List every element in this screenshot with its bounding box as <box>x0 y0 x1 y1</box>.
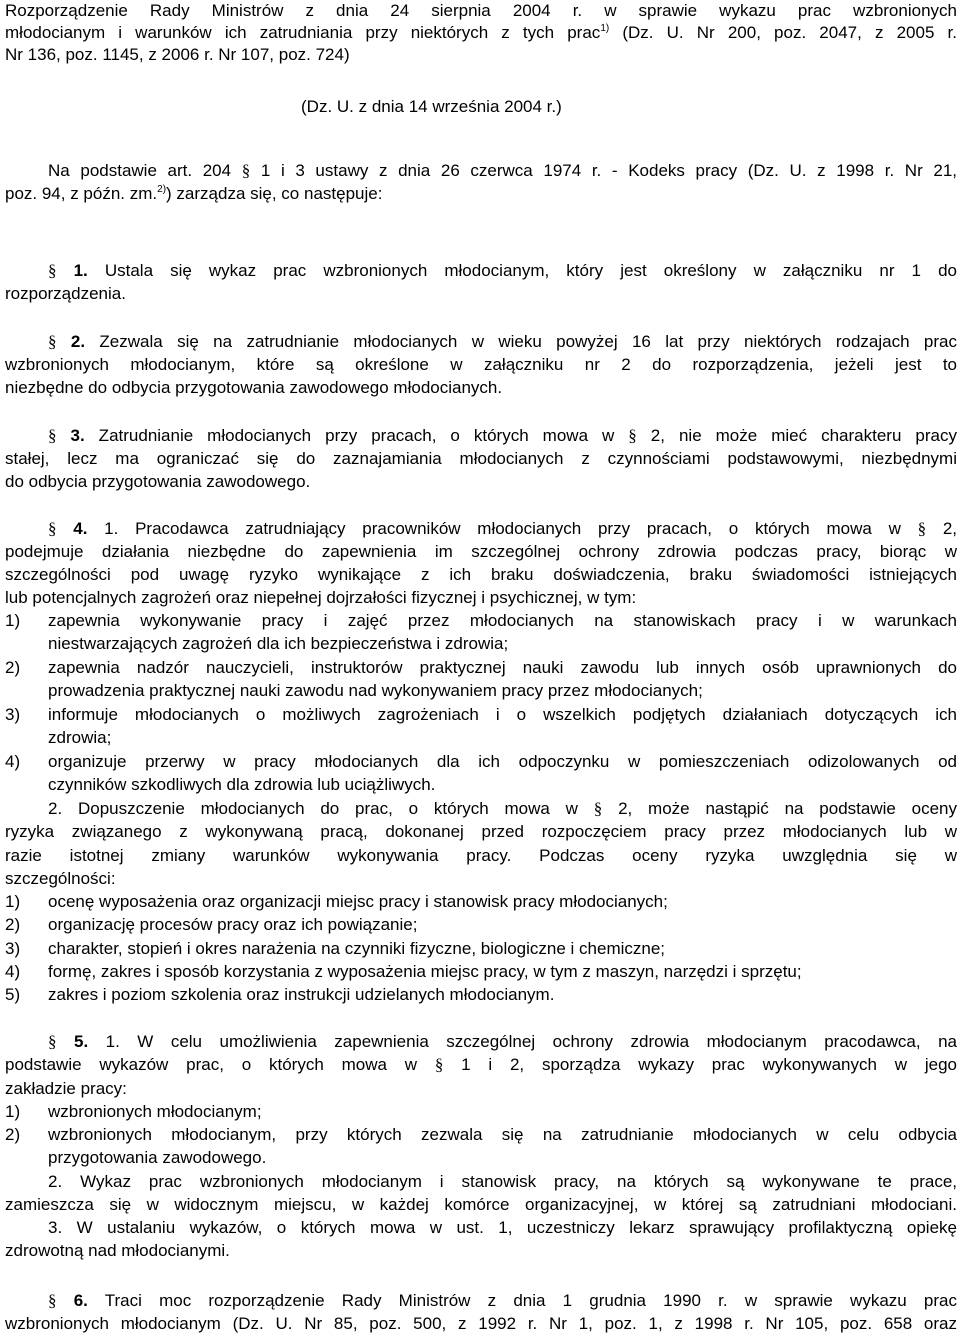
section-4-line-3 <box>5 564 957 586</box>
section-5-sub-2-line-1 <box>48 1171 957 1193</box>
list-item-continuation <box>48 633 957 655</box>
section-3-line-1 <box>48 425 957 447</box>
list-item-continuation <box>48 1147 957 1169</box>
list-item <box>5 657 957 679</box>
section-3-line-2 <box>5 448 957 470</box>
list-item <box>5 610 957 632</box>
section-text: wzbronionych młodocianym (Dz. U. Nr 85, poz. 500, z 1992 r. Nr 1, poz. 1, z 1998 r. Nr 105, poz. 658 oraz <box>5 1314 957 1333</box>
title-line-3 <box>5 44 957 66</box>
section-text: 1. W celu umożliwienia zapewnienia szczególnej ochrony zdrowia młodocianym pracodawca, na <box>88 1032 957 1051</box>
section-4-sub-2-line-2 <box>5 821 957 843</box>
publication-date-text: (Dz. U. z dnia 14 września 2004 r.) <box>301 97 562 116</box>
paragraph-symbol: § <box>241 161 251 180</box>
paragraph-symbol: § <box>628 426 637 445</box>
preamble-line-2 <box>5 183 957 205</box>
list-item-continuation <box>48 680 957 702</box>
section-5-sub-3-line-1 <box>48 1217 957 1239</box>
list-item <box>5 891 957 913</box>
section-2-line-2 <box>5 354 957 376</box>
list-item-number: 4) <box>5 752 21 771</box>
list-item-text: zapewnia nadzór nauczycieli, instruktorów praktycznej nauki zawodu lub innych osób uprawnionych do <box>48 658 957 677</box>
list-item-text: przygotowania zawodowego. <box>48 1148 267 1167</box>
list-item <box>5 984 957 1006</box>
section-number: 5. <box>73 1032 89 1051</box>
list-item-number: 3) <box>5 705 21 724</box>
section-5-line-2 <box>5 1054 957 1076</box>
list-item-text: formę, zakres i sposób korzystania z wyposażenia miejsc pracy, w tym z maszyn, narzędzi i sprzętu; <box>48 962 802 981</box>
section-text: 2. Dopuszczenie młodocianych do prac, o których mowa w <box>48 799 594 818</box>
list-item <box>5 1101 957 1123</box>
section-2-line-3 <box>5 377 957 399</box>
list-item <box>5 704 957 726</box>
list-item-number: 2) <box>5 915 21 934</box>
section-4-sub-2-line-4 <box>5 868 957 890</box>
section-text: razie istotnej zmiany warunków wykonywania pracy. Podczas oceny ryzyka uwzględnia się w <box>5 846 957 865</box>
section-text: Zatrudnianie młodocianych przy pracach, o których mowa w <box>84 426 629 445</box>
section-5-sub-3-line-2 <box>5 1240 957 1262</box>
section-text: Zezwala się na zatrudnianie młodocianych w wieku powyżej 16 lat przy niektórych rodzajach prac <box>85 332 957 351</box>
list-item-text: zdrowia; <box>48 728 112 747</box>
section-text: szczególności pod uwagę ryzyko wynikające z ich braku doświadczenia, braku świadomości istniejących <box>5 565 957 584</box>
list-item-text: prowadzenia praktycznej nauki zawodu nad wykonywaniem pracy przez młodocianych; <box>48 681 703 700</box>
list-item-number: 2) <box>5 1125 21 1144</box>
section-1-line-1 <box>48 260 957 282</box>
list-item-text: niestwarzających zagrożeń dla ich bezpieczeństwa i zdrowia; <box>48 634 509 653</box>
section-5-line-3 <box>5 1078 957 1100</box>
preamble-text: 1 i 3 ustawy z dnia 26 czerwca 1974 r. - Kodeks pracy (Dz. U. z 1998 r. Nr 21, <box>250 161 957 180</box>
section-number: 6. <box>73 1291 88 1310</box>
section-text: niezbędne do odbycia przygotowania zawodowego młodocianych. <box>5 378 503 397</box>
publication-date <box>301 96 562 118</box>
paragraph-symbol: § <box>48 261 57 280</box>
section-number: 1. <box>73 261 88 280</box>
list-item-number: 1) <box>5 892 21 911</box>
section-text: 2. Wykaz prac wzbronionych młodocianym i stanowisk pracy, na których są wykonywane te prace, <box>48 1172 957 1191</box>
preamble-line-1 <box>48 160 957 182</box>
section-text: podstawie wykazów prac, o których mowa w <box>5 1055 435 1074</box>
list-item-text: charakter, stopień i okres narażenia na czynniki fizyczne, biologiczne i chemiczne; <box>48 939 666 958</box>
section-6-line-1 <box>48 1290 957 1312</box>
section-4-line-4 <box>5 587 957 609</box>
list-item-continuation <box>48 727 957 749</box>
list-item-continuation <box>48 774 957 796</box>
list-item-number: 1) <box>5 611 21 630</box>
paragraph-symbol: § <box>593 799 603 818</box>
section-4-line-2 <box>5 541 957 563</box>
list-item <box>5 1124 957 1146</box>
section-4-line-1 <box>48 518 957 540</box>
section-number: 3. <box>70 426 85 445</box>
section-6-line-2 <box>5 1313 957 1335</box>
title-text: Nr 136, poz. 1145, z 2006 r. Nr 107, poz. 724) <box>5 45 350 64</box>
preamble-text: Na podstawie art. 204 <box>48 161 242 180</box>
section-text: wzbronionych młodocianym, które są określone w załączniku nr 2 do rozporządzenia, jeżeli jest to <box>5 355 957 374</box>
list-item-number: 2) <box>5 658 21 677</box>
list-item-number: 5) <box>5 985 21 1004</box>
paragraph-symbol: § <box>434 1055 444 1074</box>
section-text: Traci moc rozporządzenie Rady Ministrów z dnia 1 grudnia 1990 r. w sprawie wykazu prac <box>87 1291 957 1310</box>
title-text: młodocianym i warunków ich zatrudniania przy niektórych z tych prac <box>5 23 601 42</box>
section-text: 1 i 2, sporządza wykazy prac wykonywanych w jego <box>443 1055 957 1074</box>
paragraph-symbol: § <box>48 519 57 538</box>
list-item-number: 1) <box>5 1102 21 1121</box>
section-3-line-3 <box>5 471 957 493</box>
section-4-sub-2-line-1 <box>48 798 957 820</box>
list-item-text: wzbronionych młodocianym; <box>48 1102 262 1121</box>
list-item-text: czynników szkodliwych dla zdrowia lub uciążliwych. <box>48 775 436 794</box>
section-5-line-1 <box>48 1031 957 1053</box>
section-4-sub-2-line-3 <box>5 845 957 867</box>
title-text: Rozporządzenie Rady Ministrów z dnia 24 sierpnia 2004 r. w sprawie wykazu prac wzbronionych <box>5 1 957 20</box>
section-number: 4. <box>73 519 88 538</box>
section-text: lub potencjalnych zagrożeń oraz niepełnej dojrzałości fizycznej i psychicznej, w tym: <box>5 588 637 607</box>
list-item-text: wzbronionych młodocianym, przy których zezwala się na zatrudnianie młodocianych w celu odbycia <box>48 1125 957 1144</box>
list-item <box>5 938 957 960</box>
list-item-text: ocenę wyposażenia oraz organizacji miejsc pracy i stanowisk pracy młodocianych; <box>48 892 668 911</box>
section-number: 2. <box>70 332 86 351</box>
paragraph-symbol: § <box>917 519 927 538</box>
list-item-text: zapewnia wykonywanie pracy i zajęć przez młodocianych na stanowiskach pracy i w warunkach <box>48 611 957 630</box>
preamble-text: ) zarządza się, co następuje: <box>166 184 383 203</box>
title-text: (Dz. U. Nr 200, poz. 2047, z 2005 r. <box>609 23 957 42</box>
section-text: 1. Pracodawca zatrudniający pracowników młodocianych przy pracach, o których mowa w <box>87 519 918 538</box>
list-item-text: organizuje przerwy w pracy młodocianych dla ich odpoczynku w pomieszczeniach odizolowanych od <box>48 752 957 771</box>
list-item <box>5 961 957 983</box>
section-text: szczególności: <box>5 869 116 888</box>
list-item-number: 4) <box>5 962 21 981</box>
section-5-sub-2-line-2 <box>5 1194 957 1216</box>
section-2-line-1 <box>48 331 957 353</box>
title-line-1 <box>5 0 957 22</box>
section-text: Ustala się wykaz prac wzbronionych młodocianym, który jest określony w załączniku nr 1 do <box>87 261 957 280</box>
section-text: 3. W ustalaniu wykazów, o których mowa w ust. 1, uczestniczy lekarz sprawujący profilaktyczną opiekę <box>48 1218 957 1237</box>
list-item <box>5 751 957 773</box>
paragraph-symbol: § <box>48 426 57 445</box>
paragraph-symbol: § <box>48 332 57 351</box>
paragraph-symbol: § <box>48 1291 57 1310</box>
section-text: rozporządzenia. <box>5 284 126 303</box>
paragraph-symbol: § <box>48 1032 57 1051</box>
section-text: ryzyka związanego z wykonywaną pracą, dokonanej przed rozpoczęciem pracy przez młodocianych lub w <box>5 822 957 841</box>
list-item-text: zakres i poziom szkolenia oraz instrukcji udzielanych młodocianym. <box>48 985 555 1004</box>
section-text: do odbycia przygotowania zawodowego. <box>5 472 311 491</box>
section-text: zdrowotną nad młodocianymi. <box>5 1241 230 1260</box>
section-text: zakładzie pracy: <box>5 1079 127 1098</box>
section-1-line-2 <box>5 283 957 305</box>
section-text: 2, może nastąpić na podstawie oceny <box>602 799 958 818</box>
list-item <box>5 914 957 936</box>
section-text: 2, <box>926 519 958 538</box>
title-line-2 <box>5 22 957 44</box>
list-item-number: 3) <box>5 939 21 958</box>
preamble-text: poz. 94, z późn. zm. <box>5 184 158 203</box>
section-text: zamieszcza się w widocznym miejscu, w każdej komórce organizacyjnej, w której są zatrudniani młodociani. <box>5 1195 957 1214</box>
section-text: 2, nie może mieć charakteru pracy <box>636 426 957 445</box>
section-text: stałej, lecz ma ograniczać się do zaznajamiania młodocianych z czynnościami podstawowymi, niezbędnymi <box>5 449 957 468</box>
list-item-text: organizację procesów pracy oraz ich powiązanie; <box>48 915 418 934</box>
footnote-ref: 2) <box>157 184 167 195</box>
section-text: podejmuje działania niezbędne do zapewnienia im szczególnej ochrony zdrowia podczas pracy, biorąc w <box>5 542 957 561</box>
footnote-ref: 1) <box>600 23 610 34</box>
list-item-text: informuje młodocianych o możliwych zagrożeniach i o wszelkich podjętych działaniach dotyczących ich <box>48 705 957 724</box>
